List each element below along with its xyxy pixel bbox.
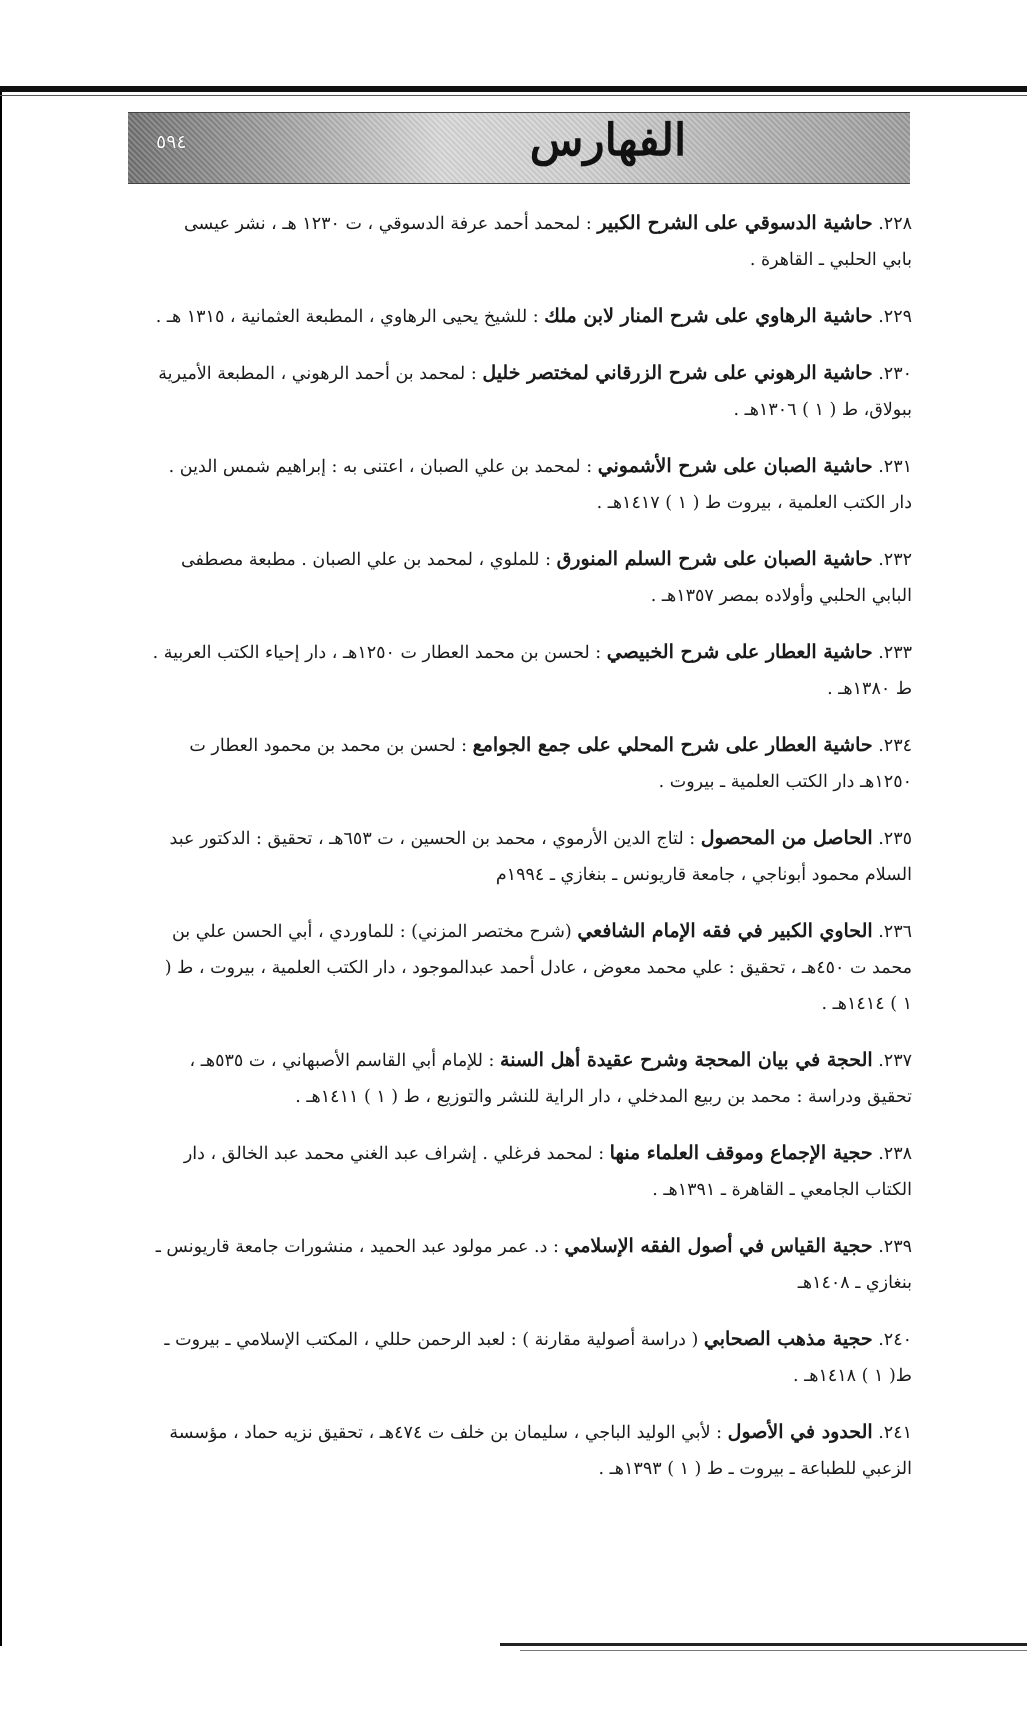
entry-title: الحدود في الأصول	[727, 1421, 873, 1443]
entry-title: حاشية الدسوقي على الشرح الكبير	[597, 212, 873, 234]
entry-number: ٢٤٠.	[878, 1330, 912, 1350]
bibliography-entry	[150, 298, 912, 335]
bibliography-entry	[150, 448, 912, 521]
bottom-rule	[500, 1643, 1027, 1646]
page-number: ٥٩٤	[156, 131, 187, 153]
entry-title: الحجة في بيان المحجة وشرح عقيدة أهل السنة	[500, 1049, 873, 1071]
bibliography-entry	[150, 820, 912, 893]
entry-title: حاشية الصبان على شرح السلم المنورق	[556, 548, 873, 570]
bibliography-entry	[150, 913, 912, 1022]
entry-number: ٢٣٧.	[878, 1051, 912, 1071]
bibliography-entry	[150, 355, 912, 428]
entry-title: حجية القياس في أصول الفقه الإسلامي	[564, 1235, 873, 1257]
entry-details: : لحسن بن محمد العطار ت ١٢٥٠هـ ، دار إحياء الكتب العربية . ط ١٣٨٠هـ .	[152, 643, 912, 699]
entry-title: حجية مذهب الصحابي	[703, 1328, 873, 1350]
entry-details: : للشيخ يحيى الرهاوي ، المطبعة العثمانية ، ١٣١٥ هـ .	[155, 307, 539, 327]
bibliography-entry	[150, 727, 912, 800]
bibliography-entry	[150, 634, 912, 707]
entry-details: ( دراسة أصولية مقارنة ) : لعبد الرحمن حللي ، المكتب الإسلامي ـ بيروت ـ ط( ١ ) ١٤١٨هـ .	[164, 1330, 912, 1386]
bibliography-entry	[150, 1135, 912, 1208]
entry-details: : للإمام أبي القاسم الأصبهاني ، ت ٥٣٥هـ ، تحقيق ودراسة : محمد بن ربيع المدخلي ، دار الراية للنشر والتوزيع ، ط ( ١ ) ١٤١١هـ .	[189, 1051, 912, 1107]
entry-number: ٢٢٨.	[878, 214, 912, 234]
page-header	[128, 112, 910, 184]
bibliography-entry	[150, 541, 912, 614]
entry-details: : لمحمد بن علي الصبان ، اعتنى به : إبراهيم شمس الدين . دار الكتب العلمية ، بيروت ط ( ١ ) ١٤١٧هـ .	[168, 457, 912, 513]
entry-title: حاشية العطار على شرح المحلي على جمع الجوامع	[472, 734, 873, 756]
bibliography-list	[150, 205, 912, 1507]
entry-details: : د. عمر مولود عبد الحميد ، منشورات جامعة قاريونس ـ بنغازي ـ ١٤٠٨هـ	[155, 1237, 912, 1293]
entry-number: ٢٤١.	[878, 1423, 912, 1443]
top-rule	[0, 86, 1027, 92]
entry-number: ٢٣٤.	[878, 736, 912, 756]
entry-title: حاشية الرهوني على شرح الزرقاني لمختصر خليل	[482, 362, 873, 384]
entry-details: : لحسن بن محمد بن محمود العطار ت ١٢٥٠هـ دار الكتب العلمية ـ بيروت .	[189, 736, 912, 792]
entry-title: الحاصل من المحصول	[700, 827, 873, 849]
entry-number: ٢٣٩.	[878, 1237, 912, 1257]
bibliography-entry	[150, 1042, 912, 1115]
entry-title: حجية الإجماع وموقف العلماء منها	[609, 1142, 873, 1164]
entry-details: : للملوي ، لمحمد بن علي الصبان . مطبعة مصطفى البابي الحلبي وأولاده بمصر ١٣٥٧هـ .	[180, 550, 912, 606]
entry-title: حاشية الصبان على شرح الأشموني	[597, 455, 873, 477]
entry-title: حاشية الرهاوي على شرح المنار لابن ملك	[544, 305, 873, 327]
entry-number: ٢٣٦.	[878, 922, 912, 942]
entry-details: : لمحمد بن أحمد الرهوني ، المطبعة الأميرية ببولاق، ط ( ١ ) ١٣٠٦هـ .	[158, 364, 912, 420]
entry-details: : لأبي الوليد الباجي ، سليمان بن خلف ت ٤٧٤هـ ، تحقيق نزيه حماد ، مؤسسة الزعبي للطباعة ـ بيروت ـ ط ( ١ ) ١٣٩٣هـ .	[169, 1423, 912, 1479]
page-left-edge	[0, 86, 2, 1646]
entry-details: (شرح مختصر المزني) : للماوردي ، أبي الحسن علي بن محمد ت ٤٥٠هـ ، تحقيق : علي محمد معوض ، عادل أحمد عبدالموجود ، دار الكتب العلمية ، بيروت ، ط ( ١ ) ١٤١٤هـ .	[164, 922, 912, 1014]
bibliography-entry	[150, 1321, 912, 1394]
entry-number: ٢٢٩.	[878, 307, 912, 327]
entry-number: ٢٣١.	[878, 457, 912, 477]
entry-details: : لمحمد فرغلي . إشراف عبد الغني محمد عبد الخالق ، دار الكتاب الجامعي ـ القاهرة ـ ١٣٩١هـ .	[183, 1144, 912, 1200]
bibliography-entry	[150, 205, 912, 278]
bottom-rule-thin	[520, 1650, 1027, 1651]
entry-number: ٢٣٥.	[878, 829, 912, 849]
entry-details: : لمحمد أحمد عرفة الدسوقي ، ت ١٢٣٠ هـ ، نشر عيسى بابي الحلبي ـ القاهرة .	[183, 214, 912, 270]
entry-number: ٢٣٢.	[878, 550, 912, 570]
top-rule-thin	[0, 95, 1027, 96]
entry-title: الحاوي الكبير في فقه الإمام الشافعي	[577, 920, 873, 942]
entry-title: حاشية العطار على شرح الخبيصي	[606, 641, 873, 663]
entry-number: ٢٣٠.	[878, 364, 912, 384]
bibliography-entry	[150, 1228, 912, 1301]
entry-details: : لتاج الدين الأرموي ، محمد بن الحسين ، ت ٦٥٣هـ ، تحقيق : الدكتور عبد السلام محمود أبوناجي ، جامعة قاريونس ـ بنغازي ـ ١٩٩٤م	[169, 829, 912, 885]
bibliography-entry	[150, 1414, 912, 1487]
entry-number: ٢٣٣.	[878, 643, 912, 663]
page-title: الفهارس	[529, 115, 687, 166]
entry-number: ٢٣٨.	[878, 1144, 912, 1164]
